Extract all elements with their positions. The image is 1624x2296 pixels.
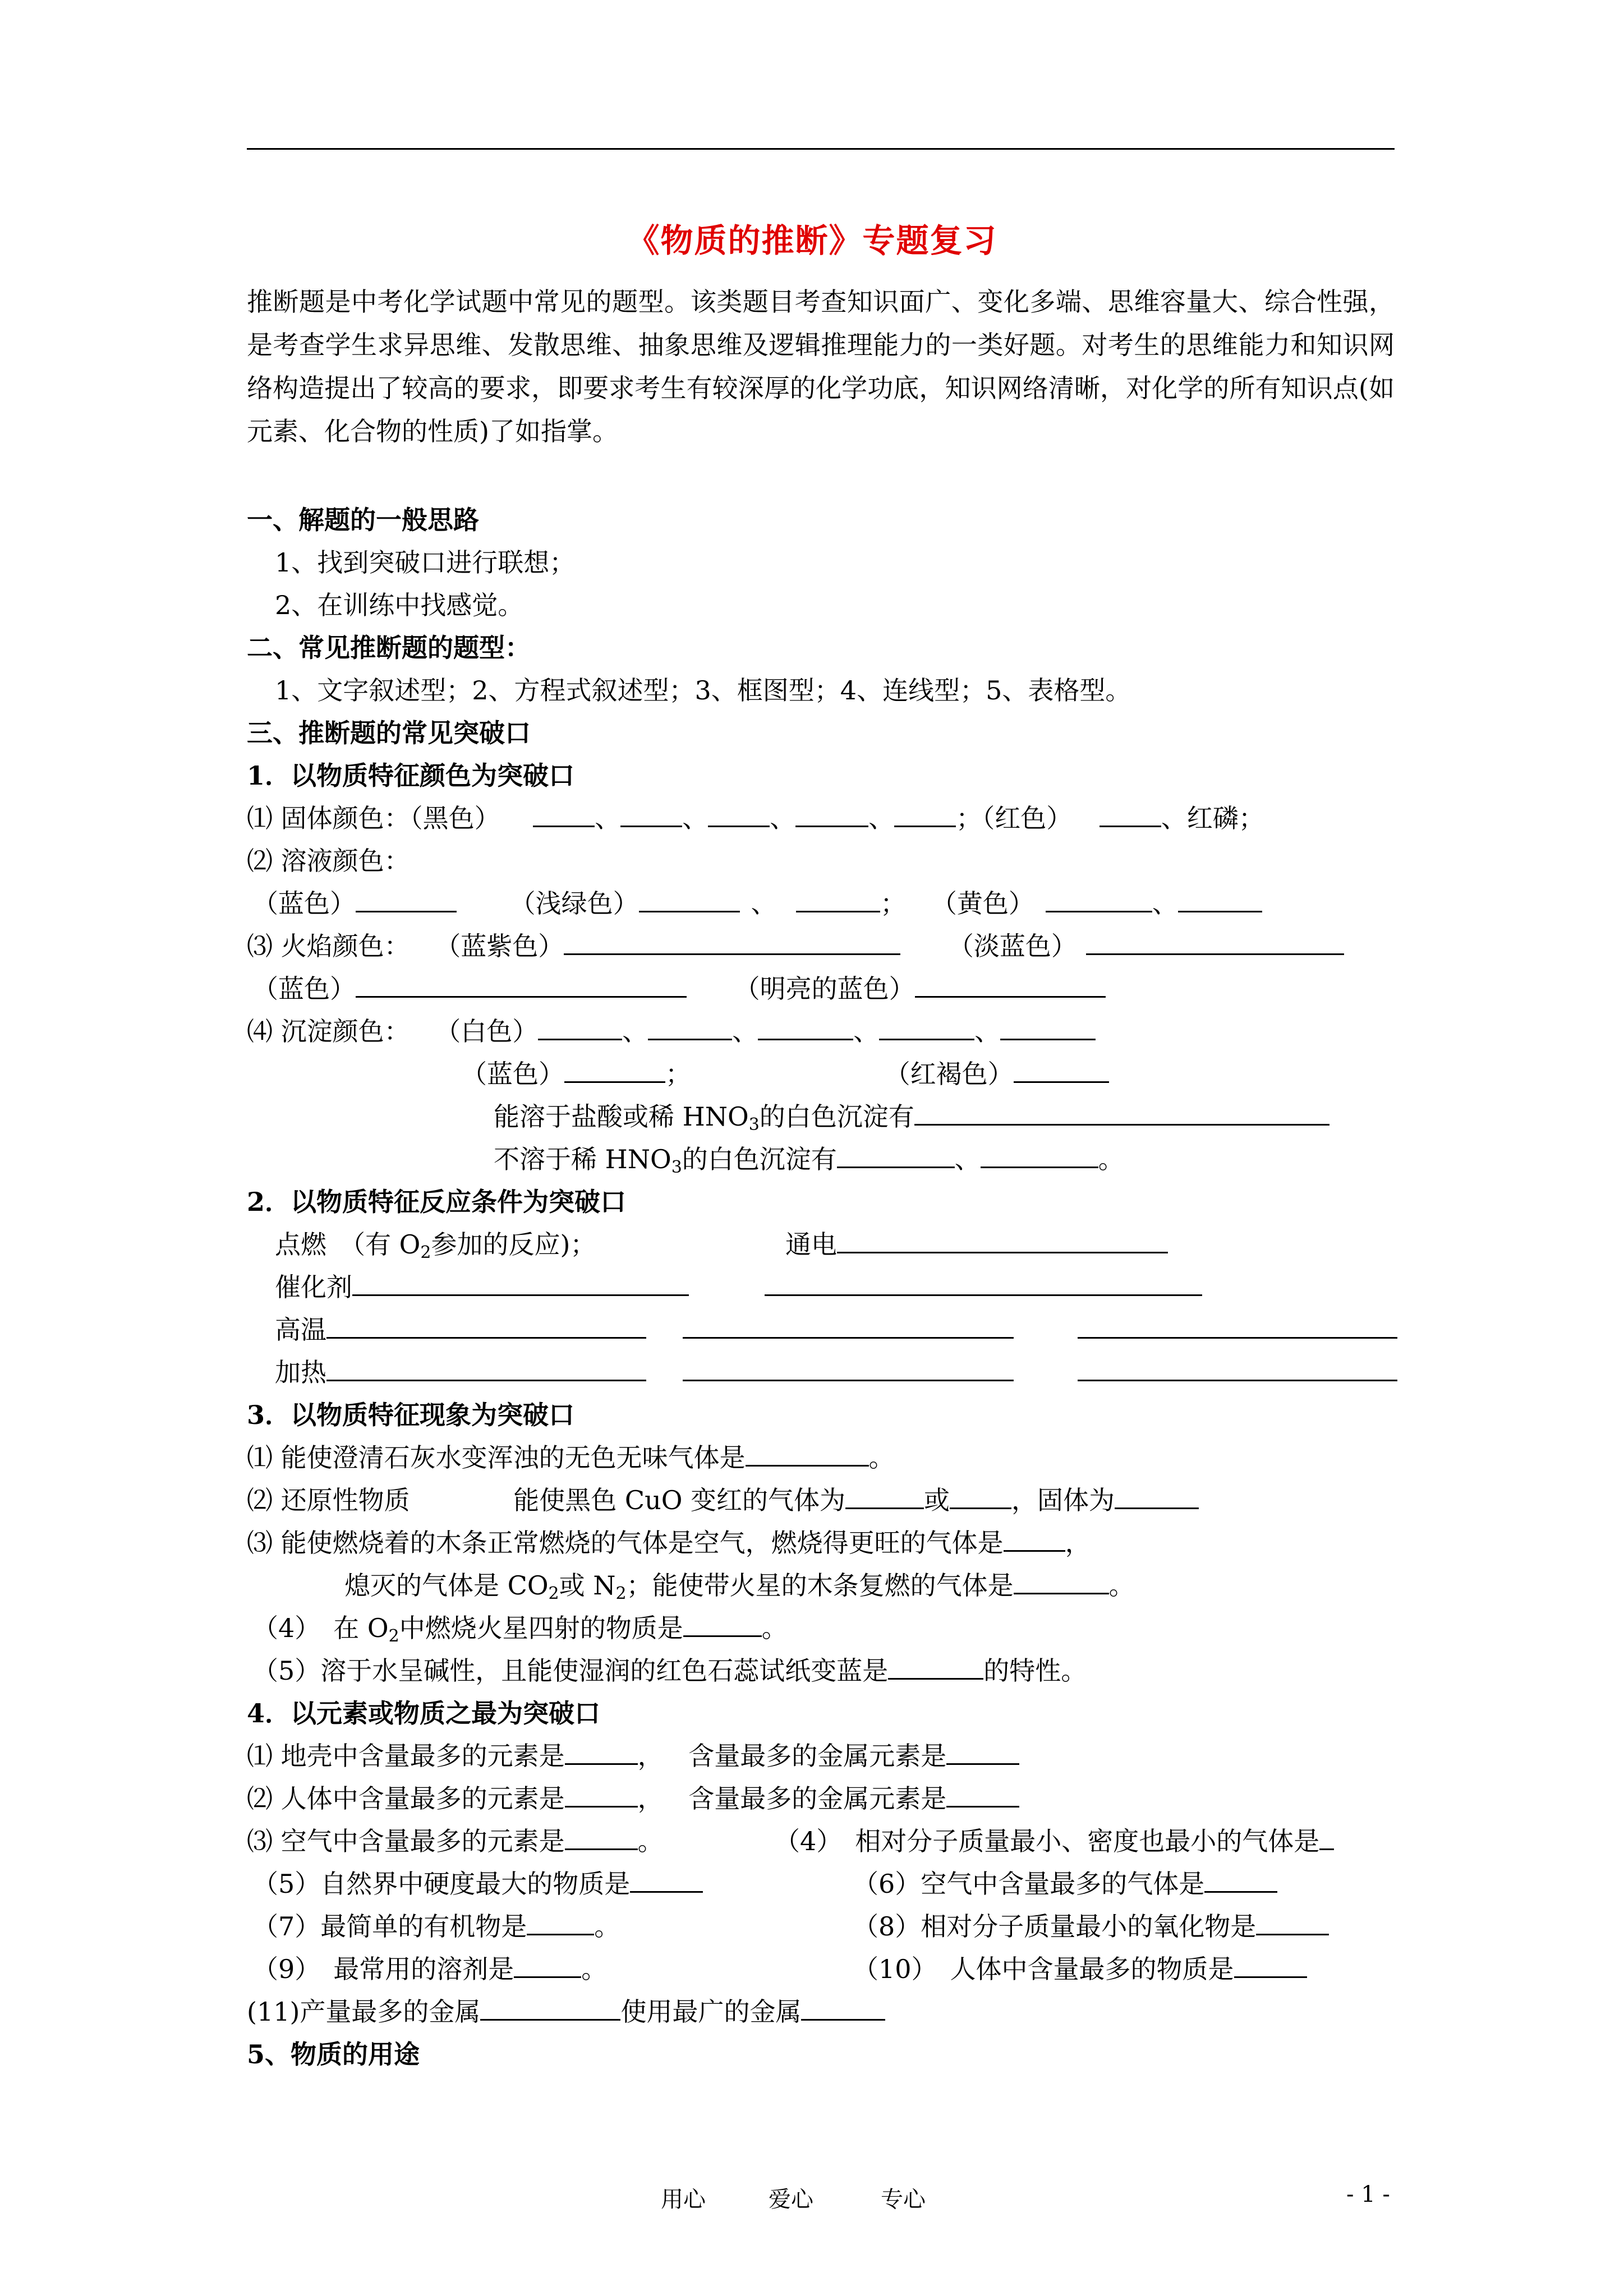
white-label: （白色） [435, 1016, 539, 1046]
blank[interactable] [352, 1272, 689, 1296]
comma: ， [1065, 1528, 1091, 1558]
electric-line [785, 1228, 1168, 1261]
text: 或 N [559, 1570, 616, 1601]
blank[interactable] [1319, 1826, 1334, 1850]
blank[interactable] [950, 1485, 1011, 1509]
blank[interactable] [1078, 1315, 1397, 1339]
section-2-items: 1、文字叙述型；2、方程式叙述型；3、框图型；4、连线型；5、表格型。 [275, 675, 1131, 706]
sep: 、 [622, 1016, 648, 1046]
text: ⑴ 能使澄清石灰水变浑浊的无色无味气体是 [247, 1442, 746, 1473]
red-phosphorus: 、红磷； [1161, 803, 1264, 833]
blank[interactable] [1046, 888, 1152, 912]
electric-label: 通电 [785, 1229, 837, 1260]
blue2-label: （蓝色） [252, 974, 356, 1004]
superlative-line-5b [853, 1910, 1329, 1943]
section-1-item-1: 1、找到突破口进行联想； [275, 547, 576, 578]
superlative-line-3 [247, 1825, 664, 1857]
period: 。 [868, 1442, 895, 1473]
catalyst-label: 催化剂 [275, 1272, 352, 1302]
blank[interactable] [981, 1144, 1098, 1168]
superlative-line-4 [252, 1868, 703, 1900]
part-3-heading: 3．以物质特征现象为突破口 [247, 1400, 575, 1430]
solution-color-line [252, 887, 1262, 920]
flame-label: ⑶ 火焰颜色： [247, 931, 410, 961]
superlative-line-7 [247, 1995, 885, 2028]
period: 。 [1098, 1144, 1124, 1174]
text: 或 [924, 1485, 950, 1515]
text: ⑴ 地壳中含量最多的元素是 [247, 1741, 565, 1771]
blank[interactable] [630, 1869, 703, 1893]
acid-text-2: 的白色沉淀有 [759, 1101, 914, 1132]
subscript: 2 [420, 1243, 431, 1262]
sep: 、 [770, 803, 796, 833]
phenomenon-line-6 [252, 1654, 1087, 1687]
ignite-label: 点燃 （有 O [275, 1229, 421, 1260]
superlative-line-6b [853, 1953, 1307, 1985]
flame-color-line-2 [252, 972, 1106, 1005]
intro-paragraph: 推断题是中考化学试题中常见的题型。该类题目考查知识面广、变化多端、思维容量大、综合性强，是考查学生求异思维、发散思维、抽象思维及逻辑推理能力的一类好题。对考生的思维能力和知识网络构造提出了较高的要求，即要求考生有较深厚的化学功底，知识网络清晰，对化学的所有知识点(如元素、化合物的性质)了如指掌。 [247, 287, 1395, 446]
blue-label: （蓝色） [252, 888, 356, 919]
blank[interactable] [765, 1272, 1202, 1296]
sep: 、 [751, 888, 777, 919]
blank[interactable] [326, 1315, 646, 1339]
text: （10） 人体中含量最多的物质是 [853, 1954, 1234, 1984]
text: ，固体为 [1011, 1485, 1115, 1515]
blank[interactable] [1115, 1485, 1199, 1509]
blank[interactable] [1099, 803, 1161, 827]
blank[interactable] [683, 1315, 1014, 1339]
ignite-line [275, 1228, 596, 1261]
section-2-heading: 二、常见推断题的题型： [247, 633, 531, 663]
blank[interactable] [746, 1442, 869, 1467]
footer-word-1: 用心 [661, 2187, 706, 2212]
footer-word-2: 爱心 [769, 2187, 813, 2212]
solid-color-line [247, 802, 1264, 835]
text: ⑶ 能使燃烧着的木条正常燃烧的气体是空气，燃烧得更旺的气体是 [247, 1528, 1004, 1558]
blank[interactable] [1014, 1059, 1109, 1083]
comma: ， [637, 1783, 664, 1814]
precipitate-color-line [247, 1015, 1096, 1048]
noacid-text: 不溶于稀 HNO [494, 1144, 671, 1174]
blank[interactable] [795, 803, 868, 827]
blank[interactable] [879, 1016, 974, 1040]
solid-red-label: ；（红色） [956, 803, 1073, 833]
blank[interactable] [683, 1613, 762, 1637]
text: ⑵ 还原性物质 [247, 1485, 410, 1515]
text: （4） 在 O [252, 1613, 389, 1643]
blank[interactable] [356, 974, 687, 998]
period: 。 [1108, 1570, 1135, 1601]
blank[interactable] [1256, 1911, 1329, 1935]
comma: ， [637, 1741, 664, 1771]
text: （5）溶于水呈碱性，且能使湿润的红色石蕊试纸变蓝是 [252, 1656, 889, 1686]
header-rule [247, 148, 1395, 150]
text: 使用最广的金属 [620, 1997, 802, 2027]
blank[interactable] [1014, 1570, 1109, 1594]
brightblue-label: （明亮的蓝色） [734, 974, 915, 1004]
blank[interactable] [514, 1954, 581, 1978]
blank[interactable] [845, 1485, 924, 1509]
blank[interactable] [527, 1911, 594, 1935]
subscript: 2 [548, 1584, 559, 1603]
sep: 、 [868, 803, 895, 833]
superlative-line-1 [247, 1740, 1019, 1772]
text: （4） 相对分子质量最小、密度也最小的气体是 [774, 1826, 1320, 1856]
blank[interactable] [946, 1783, 1019, 1808]
blank[interactable] [564, 1059, 665, 1083]
text: (11)产量最多的金属 [247, 1997, 481, 2027]
semi: ； [880, 888, 907, 919]
lightblue-label: （淡蓝色） [947, 931, 1077, 961]
blank[interactable] [1204, 1869, 1277, 1893]
bluepurple-label: （蓝紫色） [435, 931, 564, 961]
lightgreen-label: （浅绿色） [509, 888, 639, 919]
superlative-line-2 [247, 1782, 1019, 1815]
period: 。 [761, 1613, 788, 1643]
semi: ； [665, 1059, 691, 1089]
part-4-heading: 4．以元素或物质之最为突破口 [247, 1698, 601, 1728]
text: ⑵ 人体中含量最多的元素是 [247, 1783, 565, 1814]
text: 中燃烧火星四射的物质是 [399, 1613, 683, 1643]
blank[interactable] [326, 1357, 646, 1381]
blank[interactable] [683, 1357, 1014, 1381]
flame-color-line [247, 930, 1344, 962]
period: 。 [581, 1954, 608, 1984]
blank[interactable] [1178, 888, 1262, 912]
section-3-heading: 三、推断题的常见突破口 [247, 718, 531, 748]
sep: 、 [974, 1016, 1001, 1046]
blank[interactable] [564, 931, 900, 955]
part-2-heading: 2．以物质特征反应条件为突破口 [247, 1187, 627, 1217]
superlative-line-6 [252, 1953, 607, 1985]
text: （5）自然界中硬度最大的物质是 [252, 1869, 631, 1899]
blank[interactable] [533, 803, 595, 827]
blank[interactable] [480, 1997, 620, 2021]
sep: 、 [1152, 888, 1178, 919]
text: （6）空气中含量最多的气体是 [853, 1869, 1205, 1899]
blue3-label: （蓝色） [461, 1059, 564, 1089]
acid-soluble-line [494, 1100, 1329, 1133]
blank[interactable] [565, 1783, 638, 1808]
yellow-label: （黄色） [931, 888, 1034, 919]
page-number: - 1 - [1346, 2182, 1390, 2207]
sep: 、 [732, 1016, 758, 1046]
hightemp-label: 高温 [275, 1315, 326, 1345]
text: （9） 最常用的溶剂是 [252, 1954, 514, 1984]
blank[interactable] [837, 1229, 1168, 1253]
phenomenon-line-2 [247, 1484, 1199, 1516]
subscript: 3 [671, 1158, 682, 1177]
blank[interactable] [1000, 1016, 1096, 1040]
footer-word-3: 专心 [881, 2187, 926, 2212]
sep: 、 [595, 803, 621, 833]
precipitate-color-line-2 [461, 1058, 1109, 1090]
sep: 、 [853, 1016, 880, 1046]
period: 。 [594, 1911, 620, 1942]
sep: 、 [682, 803, 709, 833]
blank[interactable] [356, 888, 457, 912]
text: ；能使带火星的木条复燃的气体是 [626, 1570, 1014, 1601]
blank[interactable] [946, 1741, 1019, 1765]
precipitate-label: ⑷ 沉淀颜色： [247, 1016, 410, 1046]
superlative-line-5 [252, 1910, 620, 1943]
phenomenon-line-4 [344, 1569, 1135, 1602]
acid-insoluble-line [494, 1143, 1124, 1175]
blank[interactable] [1004, 1528, 1065, 1552]
part-5-heading: 5、物质的用途 [247, 2039, 420, 2069]
phenomenon-line-3 [247, 1527, 1091, 1559]
text: ⑶ 空气中含量最多的元素是 [247, 1826, 565, 1856]
text: （8）相对分子质量最小的氧化物是 [853, 1911, 1257, 1942]
text: 熄灭的气体是 CO [344, 1570, 549, 1601]
ignite-label-2: 参加的反应)； [431, 1229, 596, 1260]
blank[interactable] [801, 1997, 885, 2021]
sep: 、 [954, 1144, 981, 1174]
subscript: 2 [615, 1584, 627, 1603]
superlative-line-3b [774, 1825, 1334, 1857]
blank[interactable] [648, 1016, 732, 1040]
blank[interactable] [915, 974, 1106, 998]
blank[interactable] [565, 1826, 638, 1850]
blank[interactable] [620, 803, 682, 827]
blank[interactable] [1078, 1357, 1397, 1381]
solution-color-label: ⑵ 溶液颜色： [247, 846, 410, 876]
page-title: 《物质的推断》专题复习 [627, 222, 997, 260]
blank[interactable] [914, 1101, 1329, 1126]
text: 含量最多的金属元素是 [688, 1741, 947, 1771]
blank[interactable] [1086, 931, 1344, 955]
subscript: 3 [748, 1115, 760, 1135]
subscript: 2 [388, 1626, 399, 1646]
phenomenon-line-5 [252, 1612, 788, 1644]
blank[interactable] [708, 803, 770, 827]
blank[interactable] [888, 1656, 983, 1680]
phenomenon-line-1 [247, 1441, 895, 1474]
heat-label: 加热 [275, 1357, 326, 1387]
blank[interactable] [565, 1741, 638, 1765]
text: 能使黑色 CuO 变红的气体为 [513, 1485, 846, 1515]
superlative-line-4b [853, 1868, 1277, 1900]
blank[interactable] [758, 1016, 853, 1040]
acid-text: 能溶于盐酸或稀 HNO [494, 1101, 749, 1132]
section-1-item-2: 2、在训练中找感觉。 [275, 590, 524, 620]
period: 。 [637, 1826, 664, 1856]
part-1-heading: 1．以物质特征颜色为突破口 [247, 760, 575, 791]
section-1-heading: 一、解题的一般思路 [247, 505, 479, 535]
hightemp-line [275, 1313, 1397, 1346]
text: （7）最简单的有机物是 [252, 1911, 527, 1942]
blank[interactable] [796, 888, 880, 912]
text: 含量最多的金属元素是 [688, 1783, 947, 1814]
heat-line [275, 1356, 1397, 1389]
blank[interactable] [894, 803, 956, 827]
redbrown-label: （红褐色） [884, 1059, 1014, 1089]
text: 的特性。 [983, 1656, 1087, 1686]
blank[interactable] [837, 1144, 955, 1168]
blank[interactable] [639, 888, 740, 912]
catalyst-line [275, 1271, 1202, 1303]
blank[interactable] [538, 1016, 622, 1040]
noacid-text-2: 的白色沉淀有 [682, 1144, 837, 1174]
blank[interactable] [1234, 1954, 1307, 1978]
solid-color-label: ⑴ 固体颜色：（黑色） [247, 803, 500, 833]
